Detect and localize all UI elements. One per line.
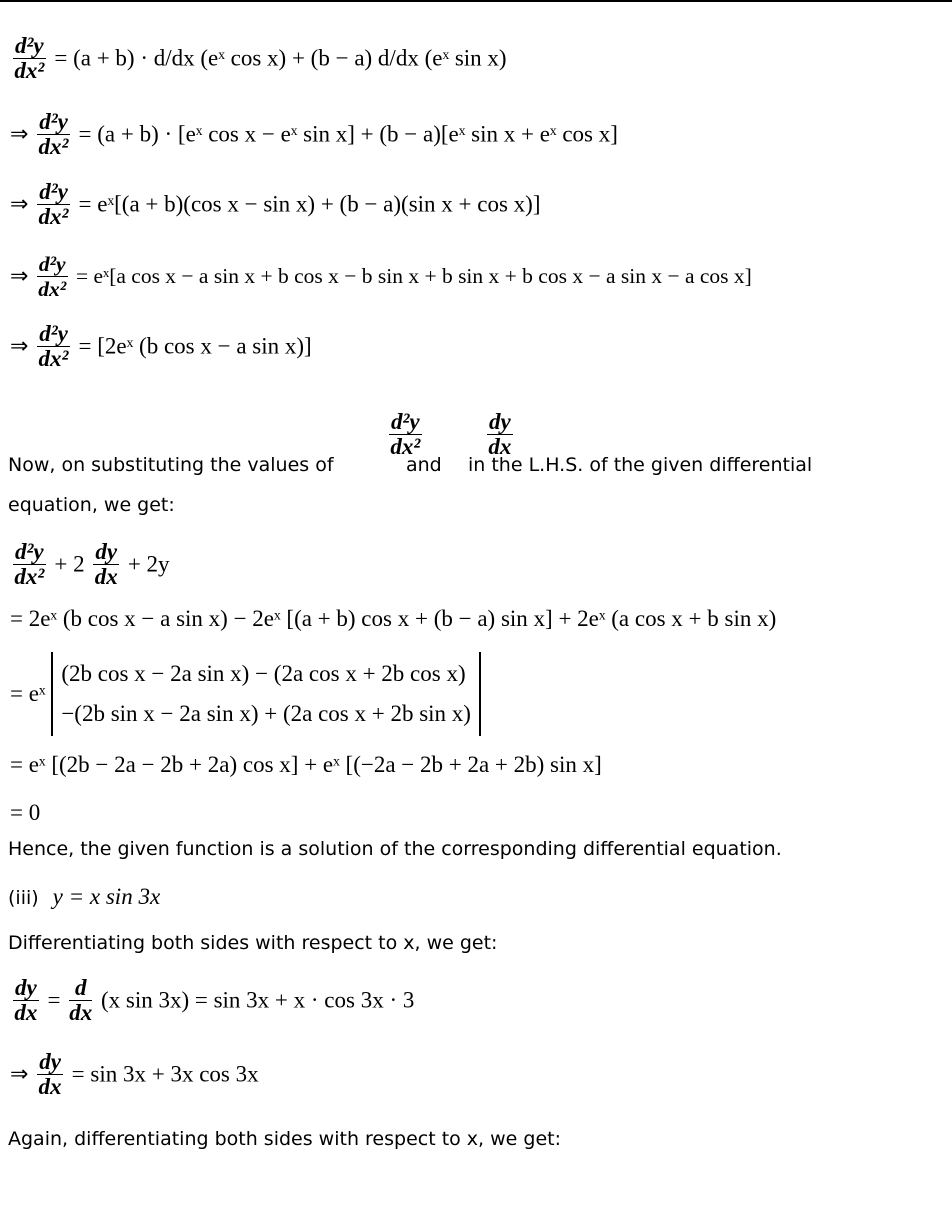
- implies-arrow: ⇒: [10, 334, 29, 359]
- implies-arrow: ⇒: [10, 192, 29, 217]
- derivative-line-2: ⇒ $\frac{dy}{dx}$ = sin 3x + 3x cos 3x: [10, 1049, 259, 1099]
- text-substitute-a: Now, on substituting the values of: [8, 454, 334, 476]
- text-substitute-d: equation, we get:: [8, 494, 175, 516]
- text-again: Again, differentiating both sides with respect to x, we get:: [8, 1128, 561, 1150]
- fraction: $\frac{\text{d²y}}{\text{dx²}}$: [14, 33, 45, 83]
- implies-arrow: ⇒: [10, 264, 29, 289]
- equation-rhs: = (a + b) · [eˣ cos x − eˣ sin x] + (b − a)[eˣ sin x + eˣ cos x]: [78, 121, 618, 147]
- equation-rhs: = eˣ[a cos x − a sin x + b cos x − b sin x + b sin x + b cos x − a sin x − a cos x]: [75, 264, 752, 288]
- equation-rhs: = (a + b) · d/dx (eˣ cos x) + (b − a) d/dx (eˣ sin x): [54, 45, 507, 71]
- fraction: $\frac{\text{d²y}}{\text{dx²}}$: [38, 321, 69, 371]
- text-hence: Hence, the given function is a solution of the corresponding differential equation.: [8, 838, 782, 860]
- part-label: (iii): [8, 887, 39, 909]
- equation-line-5: [10, 322, 312, 371]
- equation-line-4: [10, 252, 752, 301]
- equation-result: = 0: [10, 800, 41, 825]
- equation-line-1: [10, 34, 507, 83]
- fraction: $\frac{\text{d²y}}{\text{dx²}}$: [38, 252, 67, 301]
- matrix-row-1: (2b cos x − 2a sin x) − (2a cos x + 2b cos x): [61, 661, 466, 686]
- subst-fraction-dy: $\frac{dy}{dx}$: [488, 409, 512, 459]
- fraction: $\frac{\text{d²y}}{\text{dx²}}$: [38, 179, 69, 229]
- subst-fraction-d2y: $\frac{\text{d²y}}{\text{dx²}}$: [390, 409, 421, 459]
- lhs-expression: $\frac{\text{d²y}}{\text{dx²}}$ + 2 $\frac{dy}{dx}$ + 2y: [14, 539, 170, 589]
- equation-rhs: = eˣ[(a + b)(cos x − sin x) + (b − a)(sin x + cos x)]: [78, 191, 541, 217]
- top-border: [0, 0, 952, 2]
- equation-line-2: [10, 110, 618, 159]
- matrix-row-2: −(2b sin x − 2a sin x) + (2a cos x + 2b sin x): [61, 701, 471, 726]
- implies-arrow: ⇒: [10, 1062, 29, 1087]
- equation-expand: = 2eˣ (b cos x − a sin x) − 2eˣ [(a + b) cos x + (b − a) sin x] + 2eˣ (a cos x + b sin x): [10, 606, 777, 631]
- text-differentiating: Differentiating both sides with respect to x, we get:: [8, 932, 498, 954]
- derivative-line-1: $\frac{dy}{dx}$ = $\frac{d}{dx}$ (x sin 3x) = sin 3x + x · cos 3x · 3: [14, 975, 415, 1025]
- equation-rhs: = [2eˣ (b cos x − a sin x)]: [78, 333, 312, 359]
- part-iii: [8, 884, 160, 910]
- text-substitute-c: in the L.H.S. of the given differential: [468, 454, 813, 476]
- equation-line-3: [10, 180, 541, 229]
- equation-matrix: = eˣ (2b cos x − 2a sin x) − (2a cos x + 2b cos x) −(2b sin x − 2a sin x) + (2a cos x + 2b sin x): [10, 652, 481, 736]
- implies-arrow: ⇒: [10, 122, 29, 147]
- part-equation: y = x sin 3x: [52, 884, 161, 909]
- fraction: $\frac{\text{d²y}}{\text{dx²}}$: [38, 109, 69, 159]
- text-substitute-b: and: [406, 454, 442, 476]
- equation-simplify: = eˣ [(2b − 2a − 2b + 2a) cos x] + eˣ [(−2a − 2b + 2a + 2b) sin x]: [10, 752, 602, 777]
